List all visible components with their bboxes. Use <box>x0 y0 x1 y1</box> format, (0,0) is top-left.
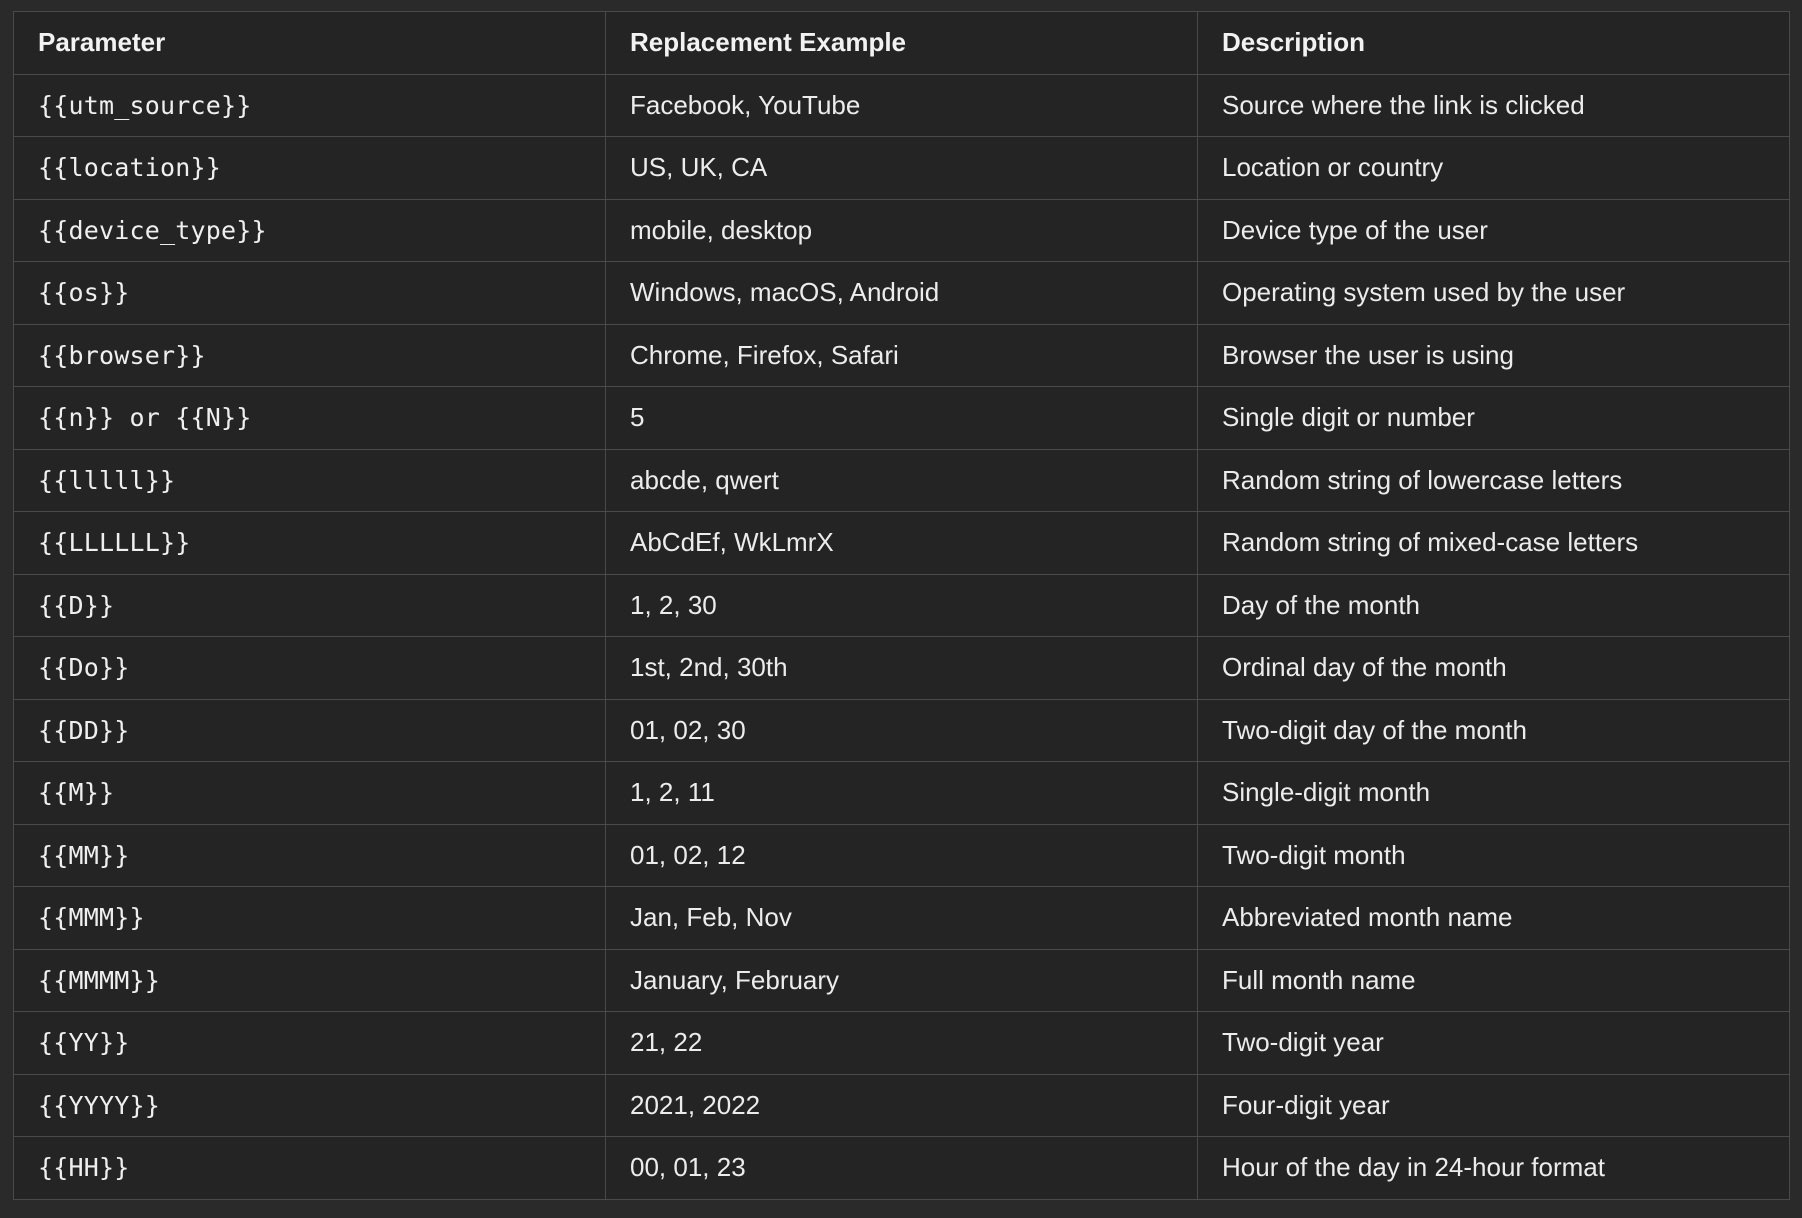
description-cell: Full month name <box>1198 949 1790 1012</box>
table-row <box>14 637 1790 700</box>
example-cell: 1, 2, 11 <box>606 762 1198 825</box>
header-row <box>14 12 1790 75</box>
table-row <box>14 699 1790 762</box>
example-cell: 01, 02, 30 <box>606 699 1198 762</box>
parameter-cell: {{D}} <box>14 574 606 637</box>
parameter-cell: {{lllll}} <box>14 449 606 512</box>
table-row <box>14 262 1790 325</box>
example-cell: 5 <box>606 387 1198 450</box>
parameter-cell: {{Do}} <box>14 637 606 700</box>
example-cell: Chrome, Firefox, Safari <box>606 324 1198 387</box>
parameter-cell: {{DD}} <box>14 699 606 762</box>
header-description: Description <box>1198 12 1790 75</box>
table-row <box>14 387 1790 450</box>
example-cell: January, February <box>606 949 1198 1012</box>
description-cell: Browser the user is using <box>1198 324 1790 387</box>
table-row <box>14 887 1790 950</box>
example-cell: Windows, macOS, Android <box>606 262 1198 325</box>
table-row <box>14 1012 1790 1075</box>
table-row <box>14 574 1790 637</box>
description-cell: Hour of the day in 24-hour format <box>1198 1137 1790 1200</box>
parameter-cell: {{LLLLLL}} <box>14 512 606 575</box>
example-cell: 21, 22 <box>606 1012 1198 1075</box>
table-row <box>14 1074 1790 1137</box>
table-row <box>14 762 1790 825</box>
table-row <box>14 512 1790 575</box>
description-cell: Location or country <box>1198 137 1790 200</box>
description-cell: Operating system used by the user <box>1198 262 1790 325</box>
table-row <box>14 824 1790 887</box>
example-cell: AbCdEf, WkLmrX <box>606 512 1198 575</box>
example-cell: US, UK, CA <box>606 137 1198 200</box>
parameter-cell: {{location}} <box>14 137 606 200</box>
parameter-cell: {{M}} <box>14 762 606 825</box>
example-cell: Jan, Feb, Nov <box>606 887 1198 950</box>
description-cell: Two-digit year <box>1198 1012 1790 1075</box>
description-cell: Day of the month <box>1198 574 1790 637</box>
parameter-cell: {{YY}} <box>14 1012 606 1075</box>
table-row <box>14 949 1790 1012</box>
description-cell: Source where the link is clicked <box>1198 74 1790 137</box>
parameter-cell: {{browser}} <box>14 324 606 387</box>
parameter-cell: {{YYYY}} <box>14 1074 606 1137</box>
example-cell: mobile, desktop <box>606 199 1198 262</box>
description-cell: Random string of lowercase letters <box>1198 449 1790 512</box>
table-body <box>14 74 1790 1199</box>
parameter-table <box>13 11 1790 1200</box>
example-cell: 01, 02, 12 <box>606 824 1198 887</box>
example-cell: abcde, qwert <box>606 449 1198 512</box>
table-row <box>14 324 1790 387</box>
description-cell: Single-digit month <box>1198 762 1790 825</box>
example-cell: Facebook, YouTube <box>606 74 1198 137</box>
parameter-cell: {{os}} <box>14 262 606 325</box>
parameter-cell: {{MMMM}} <box>14 949 606 1012</box>
example-cell: 00, 01, 23 <box>606 1137 1198 1200</box>
table-header <box>14 12 1790 75</box>
example-cell: 2021, 2022 <box>606 1074 1198 1137</box>
parameter-cell: {{n}} or {{N}} <box>14 387 606 450</box>
example-cell: 1, 2, 30 <box>606 574 1198 637</box>
description-cell: Single digit or number <box>1198 387 1790 450</box>
parameter-cell: {{HH}} <box>14 1137 606 1200</box>
table-row <box>14 137 1790 200</box>
parameter-cell: {{device_type}} <box>14 199 606 262</box>
description-cell: Device type of the user <box>1198 199 1790 262</box>
table-row <box>14 1137 1790 1200</box>
parameter-cell: {{MMM}} <box>14 887 606 950</box>
description-cell: Random string of mixed-case letters <box>1198 512 1790 575</box>
table-row <box>14 449 1790 512</box>
table-row <box>14 74 1790 137</box>
header-parameter: Parameter <box>14 12 606 75</box>
description-cell: Ordinal day of the month <box>1198 637 1790 700</box>
description-cell: Four-digit year <box>1198 1074 1790 1137</box>
description-cell: Abbreviated month name <box>1198 887 1790 950</box>
description-cell: Two-digit day of the month <box>1198 699 1790 762</box>
table-row <box>14 199 1790 262</box>
header-replacement-example: Replacement Example <box>606 12 1198 75</box>
example-cell: 1st, 2nd, 30th <box>606 637 1198 700</box>
parameter-cell: {{MM}} <box>14 824 606 887</box>
parameter-cell: {{utm_source}} <box>14 74 606 137</box>
description-cell: Two-digit month <box>1198 824 1790 887</box>
